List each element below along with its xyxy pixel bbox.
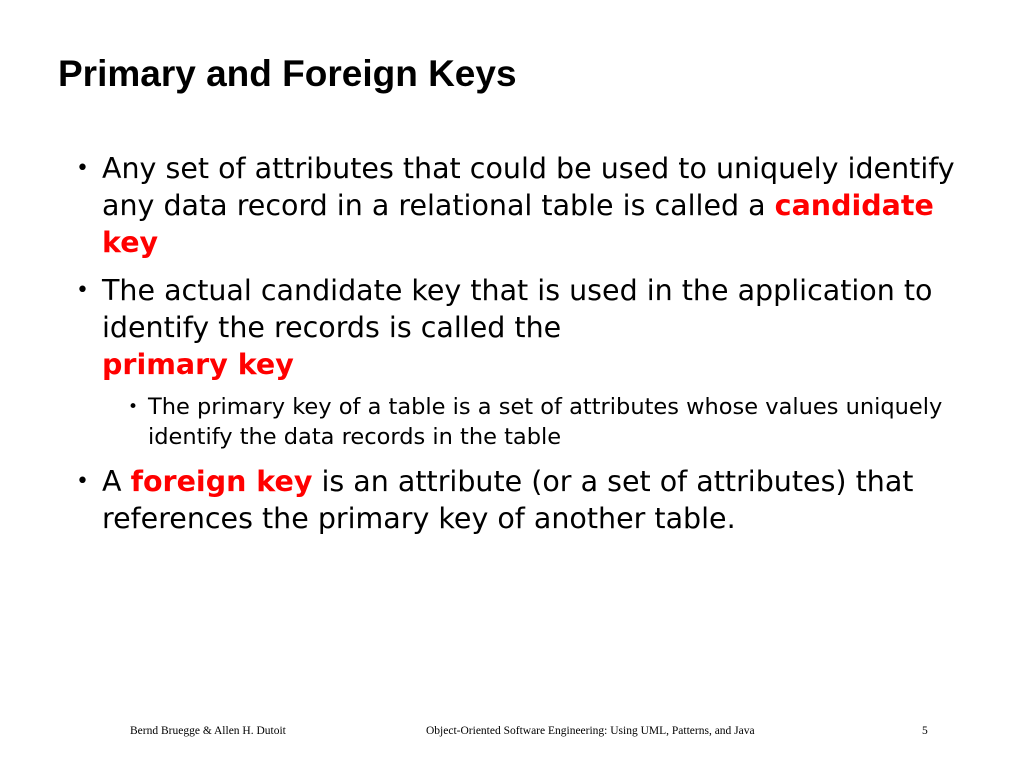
- slide-title: Primary and Foreign Keys: [58, 53, 517, 94]
- bullet-list: [76, 150, 956, 548]
- term-candidate-key: candidate key: [102, 189, 934, 259]
- bullet-primary-key: [76, 272, 956, 452]
- sub-bullet-list: [102, 392, 956, 452]
- sub-bullet-primary-key-definition: • The primary key of a table is a set of attributes whose values uniquely identify the data records in the table: [128, 392, 956, 452]
- bullet-text-after: is an attribute (or a set of attributes) that references the primary key of another table.: [102, 465, 914, 535]
- footer-authors: Bernd Bruegge & Allen H. Dutoit: [130, 725, 286, 737]
- bullet-text: The actual candidate key that is used in the application to identify the records is called the: [102, 274, 933, 344]
- footer-book-title: Object-Oriented Software Engineering: Using UML, Patterns, and Java: [426, 725, 755, 737]
- bullet-foreign-key: [76, 463, 956, 537]
- term-primary-key: primary key: [102, 348, 294, 381]
- term-foreign-key: foreign key: [130, 465, 313, 498]
- bullet-text: A: [102, 465, 131, 498]
- bullet-candidate-key: [76, 150, 956, 261]
- bullet-text: Any set of attributes that could be used to uniquely identify any data record in a relational table is called a: [102, 152, 955, 222]
- footer-page-number: 5: [922, 725, 928, 737]
